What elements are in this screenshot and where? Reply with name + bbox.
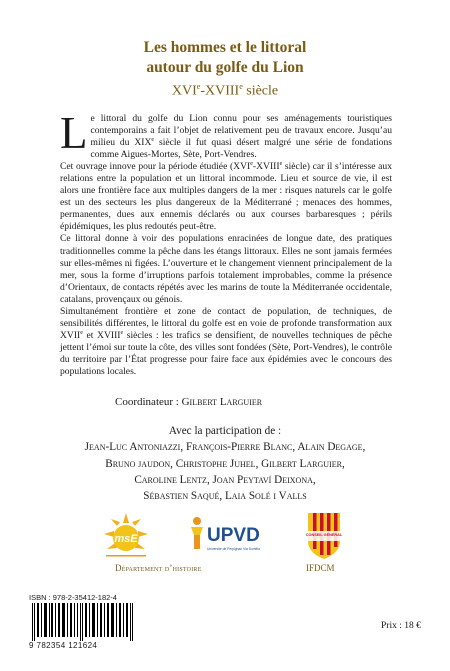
- paragraph-text: Simultanément frontière et zone de contact de population, de techniques, de sensibilités différentes, le littoral du golfe est en voie de profonde transformation aux XVII: [60, 305, 392, 341]
- paragraph-4: [60, 306, 392, 378]
- department-label: Département d’histoire: [115, 563, 202, 573]
- coordinator-name: Gilbert Larguier: [181, 396, 263, 408]
- paragraph-3: Ce littoral donne à voir des populations enracinées de longue date, des pratiques traditionnelles comme la pêche dans les étangs littoraux. Elles ne sont jamais fermées sur elles-mêmes ni figées. L’ouverture et le changement viennent principalement de la mer, sous la forme d’irruptions parfois totalement improbables, comme la présence d’Orientaux, de contacts répétés avec les marins de toute la Méditerranée occidentale, catalans, provençaux ou génois.: [60, 233, 392, 305]
- paragraph-text: Cet ouvrage innove pour la période étudiée (XVI: [60, 161, 251, 173]
- superscript: e: [250, 161, 253, 167]
- period-sup: e: [196, 82, 201, 91]
- superscript: e: [120, 329, 124, 336]
- period-end: -XVIII: [200, 83, 240, 99]
- paragraph-text: siècles : les trafics se densifient, de nouvelles techniques de pêche jettent l’émoi sur toute la côte, des villes sont fondées (Sète, Port-Vendres), le contrôle du territoire par l’État progresse pour faire face aux épidémies avec le concours des populations locales.: [60, 329, 392, 377]
- upvd-subtitle: Université de Perpignan Via Domitia: [207, 547, 260, 551]
- superscript: e: [279, 161, 283, 167]
- paragraph-1: [60, 108, 392, 161]
- paragraph-text: e littoral du golfe du Lion connu pour ses aménagements touristiques contemporains a fait l’objet de relativement peu de travaux encore. Jusqu’au milieu du XIX: [90, 113, 392, 149]
- drop-cap: L: [60, 108, 88, 158]
- paragraph-text: -XVIII: [252, 161, 280, 173]
- superscript: e: [151, 136, 155, 143]
- barcode-icon: [28, 603, 138, 641]
- period-start: XVI: [171, 83, 197, 99]
- ifdcm-label: IFDCM: [306, 563, 335, 573]
- participants-line: Bruno jaudon, Christophe Juhel, Gilbert Larguier,: [105, 457, 345, 470]
- paragraph-text: siècle) car il s’intéresse aux relations entre la population et un littoral incommode. Lieu et source de vie, il est alors une frontière face aux multiples dangers de la mer : risques naturels car le golfe est un des secteurs les plus dangereux de la Méditerrané ; menaces des hommes, permanentes, dues aux ennemis déclarés ou aux courses barbaresques ; périls épidémiques, les plus redoutés peut-être.: [60, 161, 393, 233]
- price: Prix : 18 €: [381, 621, 421, 631]
- coordinator: [115, 396, 262, 408]
- title-period: [0, 78, 450, 101]
- participants-line: Sébastien Saqué, Laia Solé i Valls: [143, 490, 307, 503]
- period-sup: e: [239, 82, 243, 91]
- coordinator-label: Coordinateur :: [115, 396, 182, 408]
- paragraph-2: [60, 161, 392, 233]
- svg-text:msE: msE: [114, 533, 138, 545]
- participants: [40, 423, 410, 504]
- conseil-general-shield-logo: [304, 511, 344, 561]
- paragraph-text: et XVIII: [82, 329, 121, 341]
- period-suffix: siècle: [242, 83, 279, 99]
- mse-sun-logo: [101, 511, 151, 561]
- participants-intro: Avec la participation de :: [168, 425, 282, 437]
- title-line-1: Les hommes et le littoral: [143, 39, 307, 56]
- upvd-logo: [185, 511, 280, 561]
- superscript: e: [80, 329, 83, 336]
- paragraph-text: siècle il fut quasi désert malgré une série de fondations comme Aigues-Mortes, Sète, Port-Vendres.: [90, 137, 392, 161]
- participants-line: Caroline Lentz, Joan Peytaví Deixona,: [134, 473, 316, 486]
- back-cover-summary: [60, 108, 393, 378]
- upvd-wordmark: UPVD: [207, 525, 260, 546]
- participants-line: Jean-Luc Antoniazzi, François-Pierre Blanc, Alain Degage,: [84, 441, 366, 454]
- isbn: ISBN : 978-2-35412-182-4: [29, 593, 117, 602]
- book-title: [0, 38, 450, 101]
- title-line-2: autour du golfe du Lion: [146, 59, 304, 76]
- barcode-digits: 9 782354 121624: [29, 641, 98, 650]
- cg-label: CONSEIL GÉNÉRAL: [305, 533, 343, 537]
